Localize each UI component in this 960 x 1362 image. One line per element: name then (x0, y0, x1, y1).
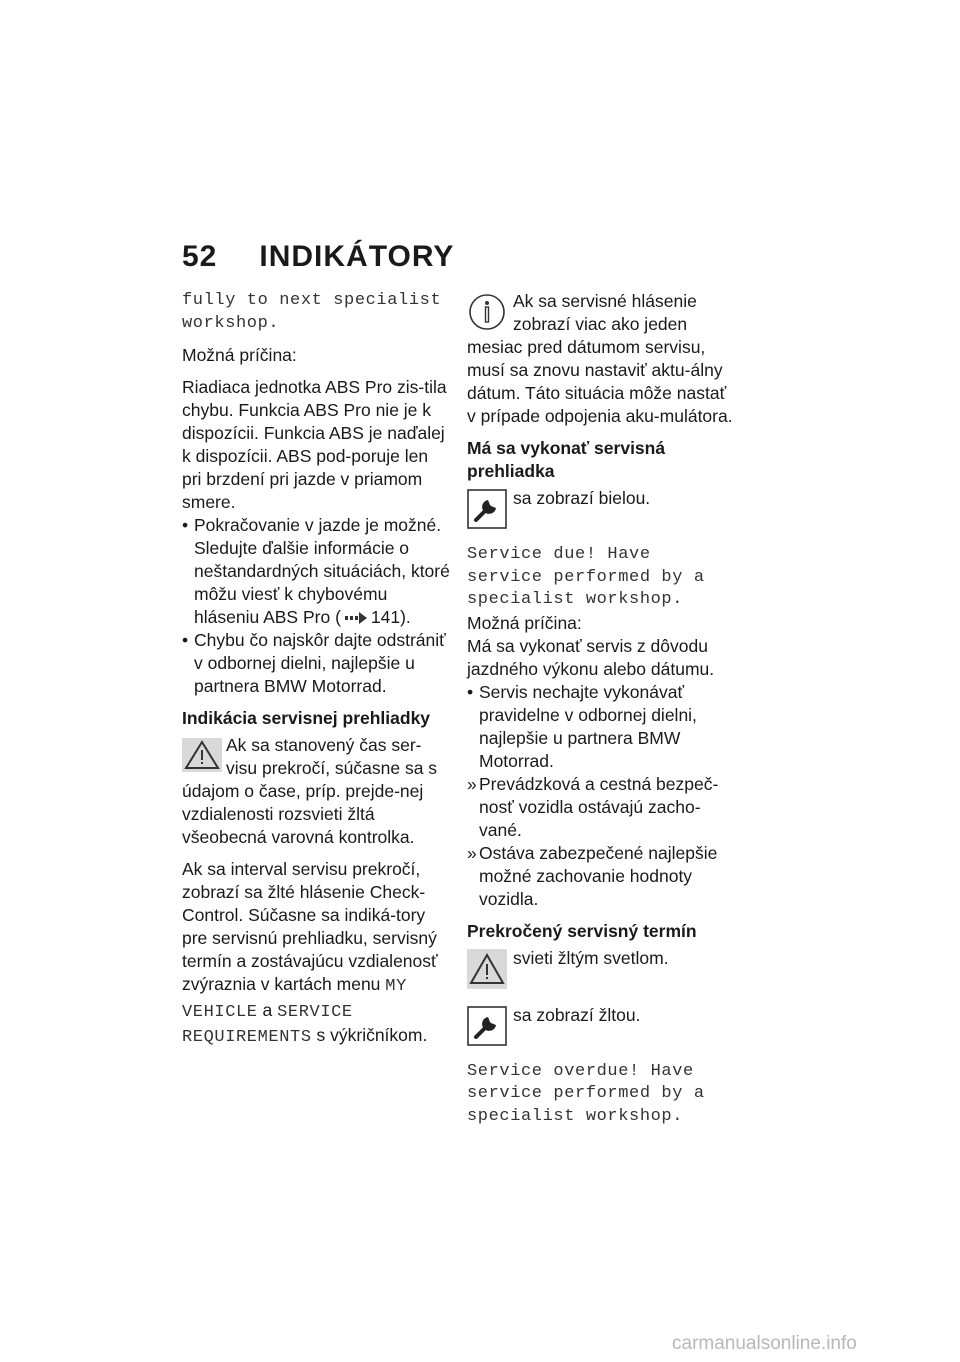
wrench-icon (467, 1006, 507, 1046)
wrench-white-text: sa zobrazí bielou. (513, 488, 651, 508)
bullet-text: Prevádzková a cestná bezpeč-nosť vozidla ostávajú zacho-vané. (479, 773, 719, 840)
wrench-yellow-line (467, 1004, 735, 1052)
page-reference-arrow-icon[interactable] (345, 612, 367, 624)
warning-triangle-icon (467, 949, 507, 989)
bullet-text: Chybu čo najskôr dajte odstrániť v odbornej dielni, najlepšie u partnera BMW Motorrad. (194, 630, 446, 696)
cause-label: Možná príčina: (182, 345, 297, 365)
bullet-list (182, 514, 450, 698)
bullet-list (467, 681, 735, 911)
warning-triangle-icon (182, 738, 222, 772)
page-title: INDIKÁTORY (259, 240, 455, 273)
mono-line: fully to next specialist (182, 291, 442, 310)
bullet-marker: • (467, 681, 474, 702)
mono-line: service performed by a (467, 1084, 705, 1103)
mono-line: Service overdue! Have (467, 1061, 694, 1081)
cause-text: Má sa vykonať servis z dôvodu jazdného výkonu alebo dátumu. (467, 635, 715, 679)
page-header (182, 240, 454, 274)
bullet-text: Servis nechajte vykonávať pravidelne v odbornej dielni, najlepšie u partnera BMW Motorrad. (479, 681, 697, 771)
wrench-yellow-text: sa zobrazí žltou. (513, 1004, 641, 1025)
bullet-text: Ostáva zabezpečené najlepšie možné zachovanie hodnoty vozidla. (479, 842, 718, 909)
bullet-marker: • (182, 515, 189, 535)
interval-text-end: s výkričníkom. (316, 1025, 428, 1045)
menu-my-vehicle: MY VEHICLE (182, 977, 407, 1022)
section-heading: Prekročený servisný termín (467, 920, 697, 941)
mono-line: workshop. (182, 313, 280, 333)
wrench-icon (467, 489, 507, 529)
list-item (467, 773, 735, 842)
display-message (182, 290, 450, 335)
menu-service-requirements: SERVICE REQUIREMENTS (182, 1002, 353, 1047)
warning-yellow-line (467, 947, 735, 995)
wrench-white-line (467, 487, 735, 535)
interval-text: Ak sa interval servisu prekročí, zobrazí sa žlté hlásenie Check-Control. Súčasne sa indiká-tory pre servisnú prehliadku, servisný termín a zostávajúcu vzdialenosť zvýraznia v kartách menu (182, 859, 438, 994)
section-heading: Má sa vykonať servisná prehliadka (467, 438, 666, 481)
info-text: Ak sa servisné hlásenie zobrazí viac ako jeden mesiac pred dátumom servisu, musí sa znovu nastaviť aktu-álny dátum. Táto situácia môže nastať v prípade odpojenia aku-mulátora. (467, 291, 733, 426)
warning-paragraph (182, 734, 450, 849)
mono-line: Service due! Have (467, 545, 651, 564)
info-paragraph (467, 290, 735, 428)
page-number: 52 (182, 240, 218, 273)
page-reference[interactable]: 141). (370, 607, 411, 627)
list-item (182, 514, 450, 629)
watermark: carmanualsonline.info (672, 1333, 857, 1354)
interval-paragraph (182, 858, 450, 1050)
info-icon (467, 292, 507, 332)
cause-label: Možná príčina: (467, 612, 582, 633)
cause-text: Riadiaca jednotka ABS Pro zis-tila chybu. Funkcia ABS Pro nie je k dispozícii. Funkcia ABS je naďalej k dispozícii. ABS pod-poruje len pri brzdení pri jazde v priamom smere. (182, 377, 447, 512)
bullet-marker: • (182, 630, 189, 650)
list-item (467, 681, 735, 773)
display-message (467, 1061, 735, 1129)
warning-text: Ak sa stanovený čas ser-visu prekročí, súčasne sa s údajom o čase, príp. prejde-nej vzdialenosti rozsvieti žltá všeobecná varovná kontrolka. (182, 735, 438, 847)
mono-line: specialist workshop. (467, 590, 684, 609)
warning-yellow-text: svieti žltým svetlom. (513, 947, 669, 968)
display-message (467, 544, 735, 612)
bullet-marker: » (467, 773, 477, 794)
bullet-text: Pokračovanie v jazde je možné. Sledujte ďalšie informácie o neštandardných situáciách, ktoré môžu viesť k chybovému hláseniu ABS Pro (194, 515, 450, 627)
ref-open: ( (335, 607, 341, 627)
left-column (182, 290, 450, 1059)
list-item (182, 629, 450, 698)
and-word: a (262, 999, 273, 1020)
list-item (467, 842, 735, 911)
section-heading: Indikácia servisnej prehliadky (182, 708, 431, 728)
mono-line: service performed by a (467, 567, 705, 587)
mono-line: specialist workshop. (467, 1106, 684, 1126)
right-column (467, 290, 735, 1137)
bullet-marker: » (467, 842, 477, 863)
